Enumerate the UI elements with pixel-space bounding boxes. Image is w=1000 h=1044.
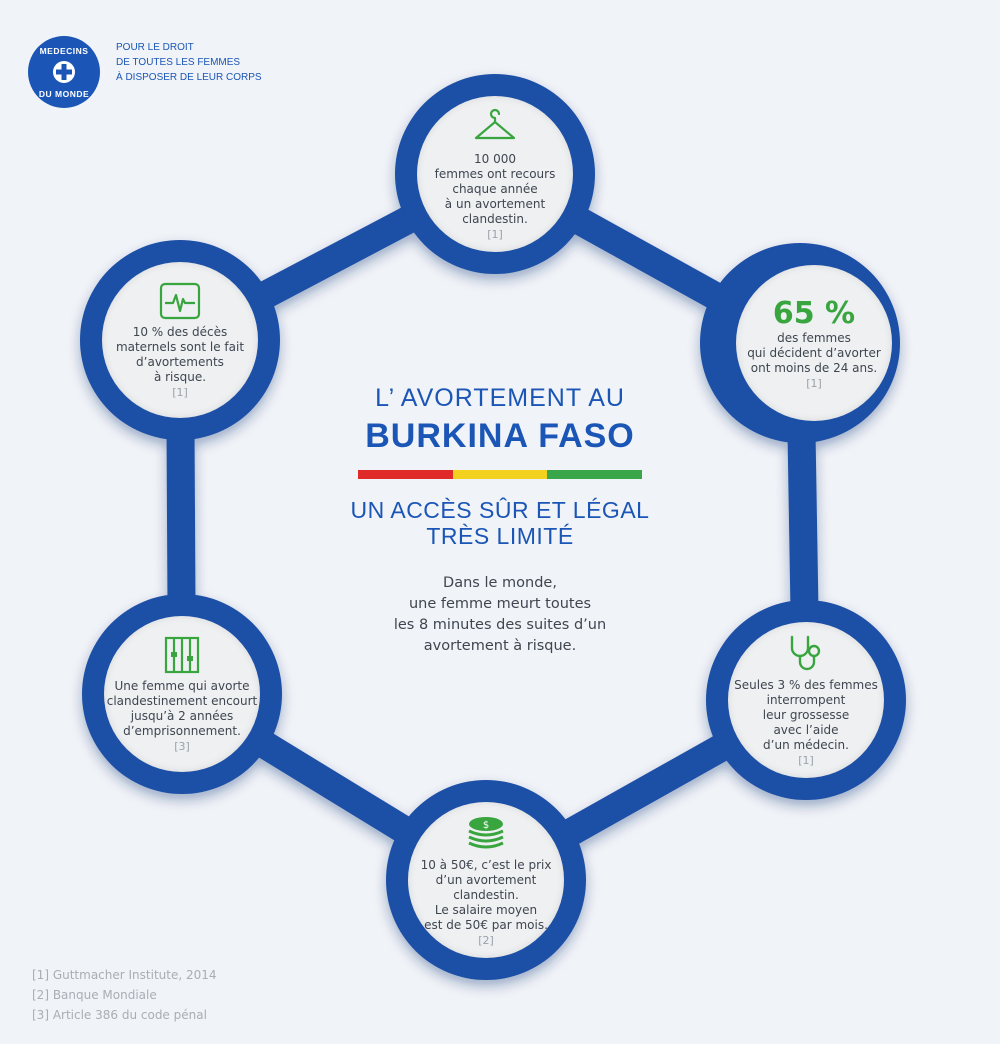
world-statistic [330,573,670,657]
card-text: 10 à 50€, c’est le prix [420,857,552,872]
card-reference: [2] [478,933,494,947]
card-reference: [3] [174,740,190,753]
flag-green [547,470,642,479]
flag-yellow [453,470,548,479]
card-text: interrompent [766,692,846,707]
stat-line: les 8 minutes des suites d’un [393,617,607,633]
stat-line: une femme meurt toutes [408,596,592,612]
cross-icon [52,60,76,84]
stat-card-right-top [736,265,892,421]
card-text: est de 50€ par mois. [424,917,548,932]
card-text: clandestin. [453,887,519,902]
big-percentage: 65 % [772,295,856,331]
references [32,965,217,1025]
slogan-line: POUR LE DROIT [116,42,194,53]
card-text: qui décident d’avorter [747,345,881,360]
stat-line: Dans le monde, [443,575,557,591]
money-coins-icon [464,814,508,854]
card-text: femmes ont recours [434,166,556,181]
title-line-2: BURKINA FASO [365,417,635,455]
slogan [116,40,262,85]
card-text: ont moins de 24 ans. [750,360,878,375]
svg-text:$: $ [482,819,490,831]
card-text: Une femme qui avorte [114,679,250,693]
card-text: jusqu’à 2 années [130,709,234,723]
stat-card-top [417,96,573,252]
logo-text-bottom: DU MONDE [38,89,90,99]
hanger-icon [473,108,517,148]
subtitle [330,497,670,549]
card-text: 10 000 [474,151,516,166]
card-text: Seules 3 % des femmes [734,677,878,692]
card-text: d’emprisonnement. [123,724,241,738]
logo-text-top: MEDECINS [39,46,89,56]
card-text: maternels sont le fait [115,340,245,354]
card-reference: [1] [798,753,814,767]
reference-item: [2] Banque Mondiale [32,988,157,1002]
stethoscope-icon [784,634,828,674]
card-text: 10 % des décès [132,325,228,339]
card-text: avec l’aide [773,722,839,737]
card-text: clandestin. [462,211,528,226]
card-text: Le salaire moyen [434,902,538,917]
card-text: d’un avortement [435,872,537,887]
reference-item: [3] Article 386 du code pénal [32,1008,207,1022]
card-reference: [1] [806,376,822,390]
card-text: d’avortements [136,355,224,369]
center-block [330,384,670,657]
card-text: clandestinement encourt [106,694,258,708]
reference-item: [1] Guttmacher Institute, 2014 [32,968,217,982]
card-text: à risque. [153,370,207,384]
slogan-line: DE TOUTES LES FEMMES [116,57,241,68]
card-text: chaque année [452,181,538,196]
stat-card-right-bottom [728,622,884,778]
stat-line: avortement à risque. [423,638,577,654]
subtitle-line: UN ACCÈS SÛR ET LÉGAL [350,497,650,523]
card-reference: [1] [487,227,503,241]
medecins-du-monde-logo [28,36,100,108]
heartbeat-monitor-icon [158,281,202,321]
subtitle-line: TRÈS LIMITÉ [426,523,574,549]
card-text: à un avortement [444,196,546,211]
card-text: d’un médecin. [763,737,849,752]
slogan-line: À DISPOSER DE LEUR CORPS [116,72,262,83]
flag-red [358,470,453,479]
card-text: des femmes [777,330,851,345]
card-reference: [1] [172,386,188,399]
card-text: leur grossesse [762,707,850,722]
prison-bars-icon [160,635,204,675]
stat-card-left-top [102,262,258,418]
stat-card-left-bottom [104,616,260,772]
stat-card-bottom [408,802,564,958]
flag-stripe [358,470,642,479]
title-line-1: L’ AVORTEMENT AU [375,384,625,412]
